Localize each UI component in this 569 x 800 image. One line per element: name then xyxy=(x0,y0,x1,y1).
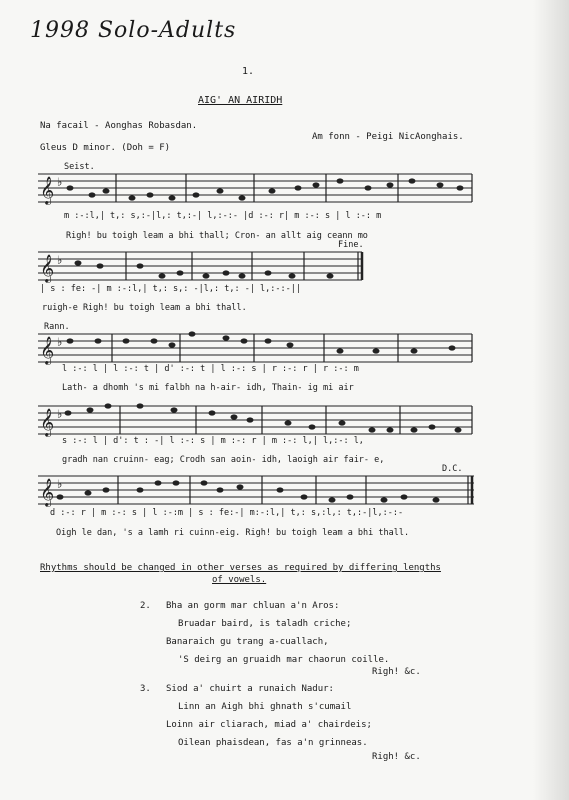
solfa-line-3: l :-: l | l :-: t | d' :-: t | l :-: s | r :-: r | r :-: m xyxy=(62,364,359,374)
verse-3-line-3: Loinn air cliarach, miad a' chairdeis; xyxy=(166,720,372,730)
music-staff-5 xyxy=(0,466,480,510)
svg-text:𝄞: 𝄞 xyxy=(40,176,55,204)
handwritten-annotation: 1998 Solo-Adults xyxy=(30,18,237,43)
svg-text:♭: ♭ xyxy=(56,477,64,491)
svg-text:𝄞: 𝄞 xyxy=(40,336,55,364)
key-signature-text: Gleus D minor. (Doh = F) xyxy=(40,143,171,153)
svg-text:♭: ♭ xyxy=(56,253,64,267)
verse-2-line-4: 'S deirg an gruaidh mar chaorun coille. xyxy=(178,655,390,665)
music-staff-3 xyxy=(0,324,480,368)
lyrics-line-3: Lath- a dhomh 's mi falbh na h-air- idh, Thain- ig mi air xyxy=(62,383,354,393)
svg-text:𝄞: 𝄞 xyxy=(40,478,55,506)
dc-marking: D.C. xyxy=(442,464,463,474)
section-label-rann: Rann. xyxy=(44,322,70,332)
svg-text:♭: ♭ xyxy=(56,175,64,189)
svg-text:𝄞: 𝄞 xyxy=(40,408,55,436)
solfa-line-2: | s : fe: -| m :-:l,| t,: s,: -|l,: t,: -| l,:-:-|| xyxy=(40,284,301,294)
svg-text:𝄞: 𝄞 xyxy=(40,254,55,282)
scanned-page-edge xyxy=(533,0,569,800)
fine-marking: Fine. xyxy=(338,240,364,250)
section-label-seist: Seist. xyxy=(64,162,95,172)
lyrics-line-1: Righ! bu toigh leam a bhi thall; Cron- an allt aig ceann mo xyxy=(66,231,368,241)
verse-3-line-1: Siod a' chuirt a runaich Nadur: xyxy=(166,684,334,694)
song-title: AIG' AN AIRIDH xyxy=(198,95,283,106)
svg-text:♭: ♭ xyxy=(56,407,64,421)
verse-2-line-2: Bruadar baird, is taladh criche; xyxy=(178,619,352,629)
verse-number-2: 2. xyxy=(140,601,151,611)
verse-3-refrain: Righ! &c. xyxy=(372,752,421,762)
music-staff-1 xyxy=(0,164,480,208)
verse-2-line-1: Bha an gorm mar chluan a'n Aros: xyxy=(166,601,340,611)
solfa-line-4: s :-: l | d': t : -| l :-: s | m :-: r | m :-: l,| l,:-: l, xyxy=(62,436,364,446)
music-staff-4 xyxy=(0,396,480,440)
page-number: 1. xyxy=(242,66,255,77)
lyrics-line-5: Oigh le dan, 's a lamh ri cuinn-eig. Righ! bu toigh leam a bhi thall. xyxy=(56,528,410,538)
verse-2-refrain: Righ! &c. xyxy=(372,667,421,677)
verse-2-line-3: Banaraich gu trang a-cuallach, xyxy=(166,637,329,647)
rhythm-note-line-1: Rhythms should be changed in other verses as required by differing lengths xyxy=(40,563,441,573)
verse-3-line-4: Oilean phaisdean, fas a'n grinneas. xyxy=(178,738,368,748)
words-credit: Na facail - Aonghas Robasdan. xyxy=(40,121,198,131)
music-credit: Am fonn - Peigi NicAonghais. xyxy=(312,132,464,142)
verse-number-3: 3. xyxy=(140,684,151,694)
rhythm-note-line-2: of vowels. xyxy=(212,575,267,585)
lyrics-line-2: ruigh-e Righ! bu toigh leam a bhi thall. xyxy=(42,303,247,313)
solfa-line-5: d :-: r | m :-: s | l :-:m | s : fe:-| m:-:l,| t,: s,:l,: t,:-|l,:-:- xyxy=(50,508,404,518)
solfa-line-1: m :-:l,| t,: s,:-|l,: t,:-| l,:-:- |d :-: r| m :-: s | l :-: m xyxy=(64,211,382,221)
svg-text:♭: ♭ xyxy=(56,335,64,349)
music-staff-2 xyxy=(0,242,480,286)
lyrics-line-4: gradh nan cruinn- eag; Crodh san aoin- idh, laoigh air fair- e, xyxy=(62,455,385,465)
verse-3-line-2: Linn an Aigh bhi ghnath s'cumail xyxy=(178,702,352,712)
